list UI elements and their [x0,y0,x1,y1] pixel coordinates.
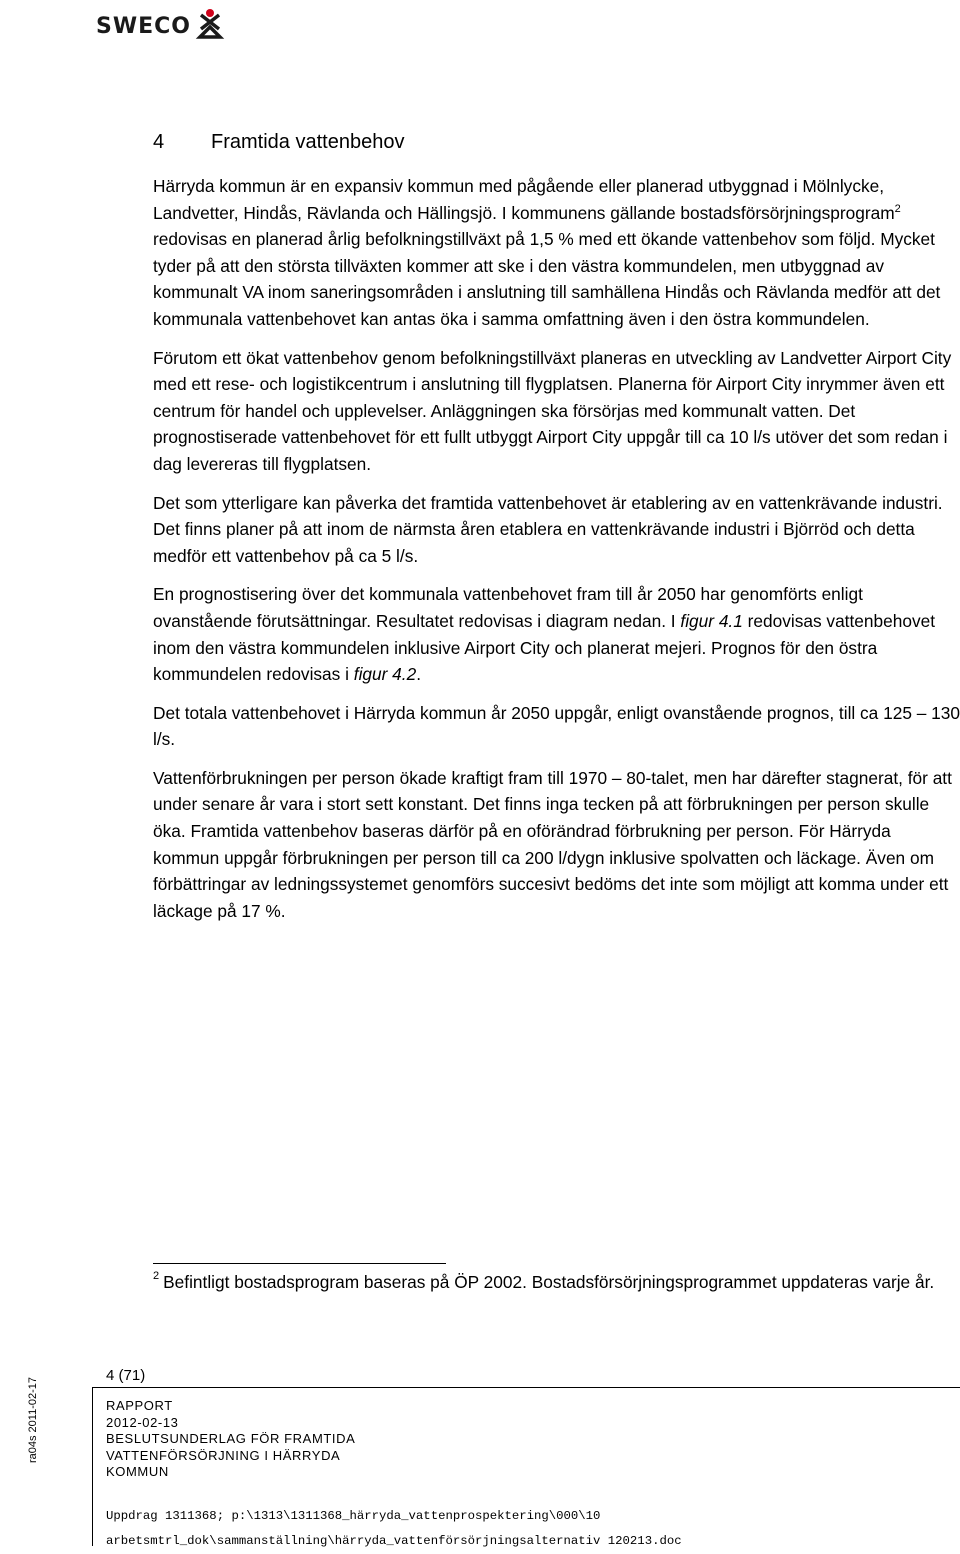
report-title-line: KOMMUN [106,1464,169,1479]
sweco-figure-icon [195,7,225,41]
brand-name: SWECO [96,13,191,39]
path-line: arbetsmtrl_dok\sammanställning\härryda_vattenförsörjningsalternativ 120213.doc [106,1534,682,1548]
body-text [153,173,960,936]
paragraph-consumption: Vattenförbrukningen per person ökade kraftigt fram till 1970 – 80-talet, men har därefter stagnerat, för att under senare år vara i stort sett konstant. Det finns inga tecken på att förbrukningen per person skulle öka. Framtida vattenbehov baseras därför på en oförändrad förbrukning per person. För Härryda kommun uppgår förbrukningen per person till ca 200 l/dygn inklusive spolvatten och läckage. Även om förbättringar av ledningssystemet genomförs succesivt bedöms det inte som möjligt att komma under ett läckage på 17 %. [153,767,952,921]
template-code [10,1376,40,1464]
footnote-mark: 2 [153,1270,160,1283]
path-line: Uppdrag 1311368; p:\1313\1311368_härryda_vattenprospektering\000\10 [106,1509,601,1523]
paragraph-text: Härryda kommun är en expansiv kommun med pågående eller planerad utbyggnad i Mölnlycke, Landvetter, Hindås, Rävlanda och Hällingsjö. I kommunens gällande bostadsförsörjningsprogram [153,176,895,223]
footnote-divider [153,1263,446,1264]
paragraph-total-demand: Det totala vattenbehovet i Härryda kommun år 2050 uppgår, enligt ovanstående prognos, till ca 125 – 130 l/s. [153,702,960,750]
page-number: 4 (71) [106,1367,146,1384]
paragraph-forecast [153,581,960,687]
paragraph-population-growth [153,173,960,333]
footer-horizontal-rule [92,1387,960,1388]
section-heading [153,131,404,154]
template-code-text: ra04s 2011-02-17 [27,1376,40,1464]
paragraph-text: . [416,664,422,685]
figure-ref: figur 4.2 [353,664,417,685]
section-title: Framtida vattenbehov [211,131,405,153]
paragraph-airport-city: Förutom ett ökat vattenbehov genom befolkningstillväxt planeras en utveckling av Landvetter Airport City med ett rese- och logistikcentrum i anslutning till flygplatsen. Planerna för Airport City inrymmer även ett centrum för handel och upplevelser. Anläggningen ska försörjas med kommunalt vatten. Det prognostiserade vattenbehovet för ett fullt utbyggt Airport City uppgår till ca 10 l/s utöver det som redan i dag levereras till flygplatsen. [153,347,952,474]
report-title-line: BESLUTSUNDERLAG FÖR FRAMTIDA [106,1431,356,1446]
sweco-logo [96,6,225,46]
section-number: 4 [153,131,165,153]
figure-ref: figur 4.1 [680,610,743,631]
document-path [106,1504,682,1554]
footnote [153,1270,943,1294]
report-type: RAPPORT [106,1398,173,1413]
footnote-ref: 2 [894,202,901,215]
paragraph-industry: Det som ytterligare kan påverka det framtida vattenbehovet är etablering av en vattenkrävande industri. Det finns planer på att inom de närmsta åren etablera en vattenkrävande industri i Björröd och detta medför ett vattenbehov på ca 5 l/s. [153,492,943,566]
paragraph-text: redovisas vattenbehovet inom den västra kommundelen inklusive Airport City och planerat mejeri. Prognos för den östra kommundelen redovisas i [153,610,935,685]
paragraph-text: En prognostisering över det kommunala vattenbehovet fram till år 2050 har genomförts enligt ovanstående förutsättningar. Resultatet redovisas i diagram nedan. I [153,584,863,631]
footnote-text: Befintligt bostadsprogram baseras på ÖP 2002. Bostadsförsörjningsprogrammet uppdateras varje år. [163,1272,935,1292]
footer-vertical-rule [92,1387,93,1546]
report-title-line: VATTENFÖRSÖRJNING I HÄRRYDA [106,1447,341,1463]
report-date: 2012-02-13 [106,1414,179,1430]
report-info [106,1398,355,1481]
paragraph-text: redovisas en planerad årlig befolkningstillväxt på 1,5 % med ett ökande vattenbehov som följd. Mycket tyder på att den största tillväxten kommer att ske i den västra kommundelen, men utbyggnad av kommunalt VA inom saneringsområden i anslutning till samhällena Hindås och Rävlanda medför att det kommunala vattenbehovet kan antas öka i samma omfattning även i den östra kommundelen. [153,229,941,329]
